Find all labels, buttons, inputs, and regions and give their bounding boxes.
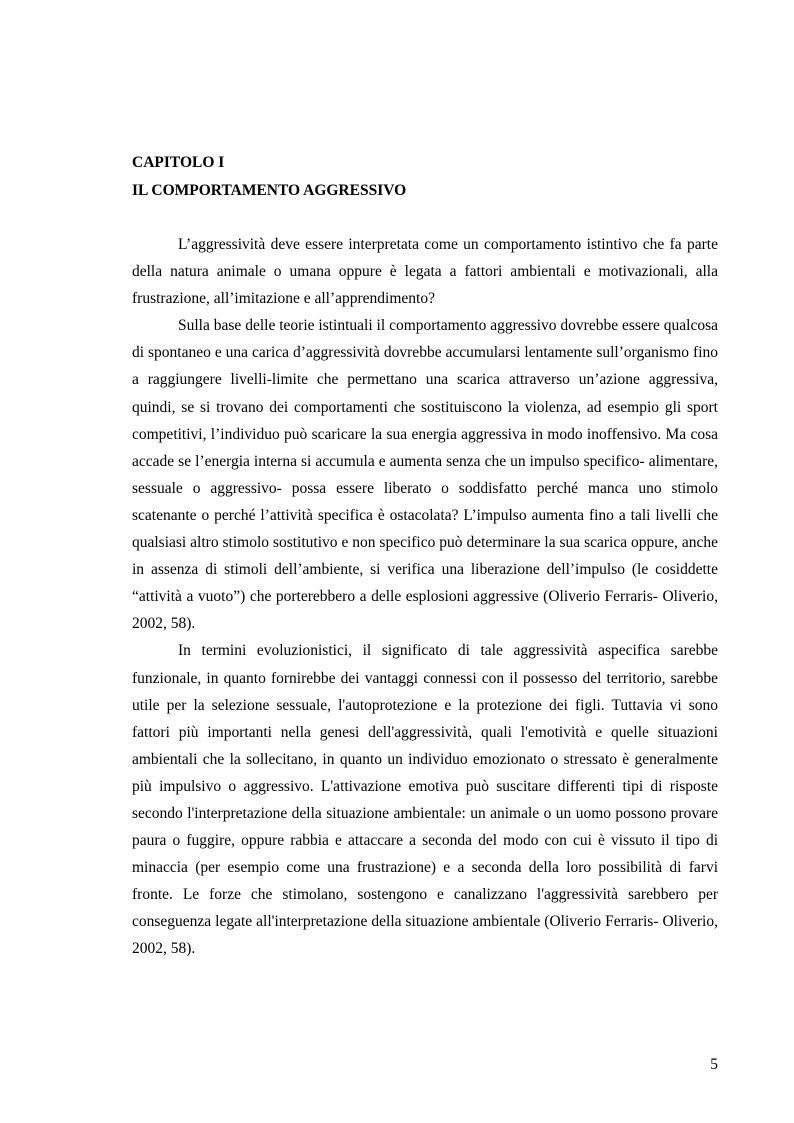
paragraph: Sulla base delle teorie istintuali il comportamento aggressivo dovrebbe essere qualcosa di spontaneo e una carica d’aggressività dovrebbe accumularsi lentamente sull’organismo fino a raggiungere livelli-limite che permettano una scarica attraverso un’azione aggressiva, quindi, se si trovano dei comportamenti che sostituiscono la violenza, ad esempio gli sport competitivi, l’individuo può scaricare la sua energia aggressiva in modo inoffensivo. Ma cosa accade se l’energia interna si accumula e aumenta senza che un impulso specifico- alimentare, sessuale o aggressivo- possa essere liberato o soddisfatto perché manca uno stimolo scatenante o perché l’attività specifica è ostacolata? L’impulso aumenta fino a tali livelli che qualsiasi altro stimolo sostitutivo e non specifico può determinare la sua scarica oppure, anche in assenza di stimoli dell’ambiente, si verifica una liberazione dell’impulso (le cosiddette “attività a vuoto”) che porterebbero a delle esplosioni aggressive (Oliverio Ferraris- Oliverio, 2002, 58). [132, 317, 718, 633]
chapter-heading [132, 149, 732, 205]
page-number: 5 [710, 1056, 718, 1073]
paragraph: In termini evoluzionistici, il significato di tale aggressività aspecifica sarebbe funzionale, in quanto fornirebbe dei vantaggi connessi con il possesso del territorio, sarebbe utile per la selezione sessuale, l'autoprotezione e la protezione dei figli. Tuttavia vi sono fattori più importanti nella genesi dell'aggressività, quali l'emotività e quelle situazioni ambientali che la sollecitano, in quanto un individuo emozionato o stressato è generalmente più impulsivo o aggressivo. L'attivazione emotiva può suscitare differenti tipi di risposte secondo l'interpretazione della situazione ambientale: un animale o un uomo possono provare paura o fuggire, oppure rabbia e attaccare a seconda del modo con cui è vissuto il tipo di minaccia (per esempio come una frustrazione) e a seconda della loro possibilità di farvi fronte. Le forze che stimolano, sostengono e canalizzano l'aggressività sarebbero per conseguenza legate all'interpretazione della situazione ambientale (Oliverio Ferraris- Oliverio, 2002, 58). [132, 642, 718, 958]
paragraph: L’aggressività deve essere interpretata come un comportamento istintivo che fa parte della natura animale o umana oppure è legata a fattori ambientali e motivazionali, alla frustrazione, all’imitazione e all’apprendimento? [132, 236, 718, 308]
body-text [132, 231, 718, 963]
chapter-title: IL COMPORTAMENTO AGGRESSIVO [132, 182, 407, 199]
chapter-label: CAPITOLO I [132, 154, 225, 171]
